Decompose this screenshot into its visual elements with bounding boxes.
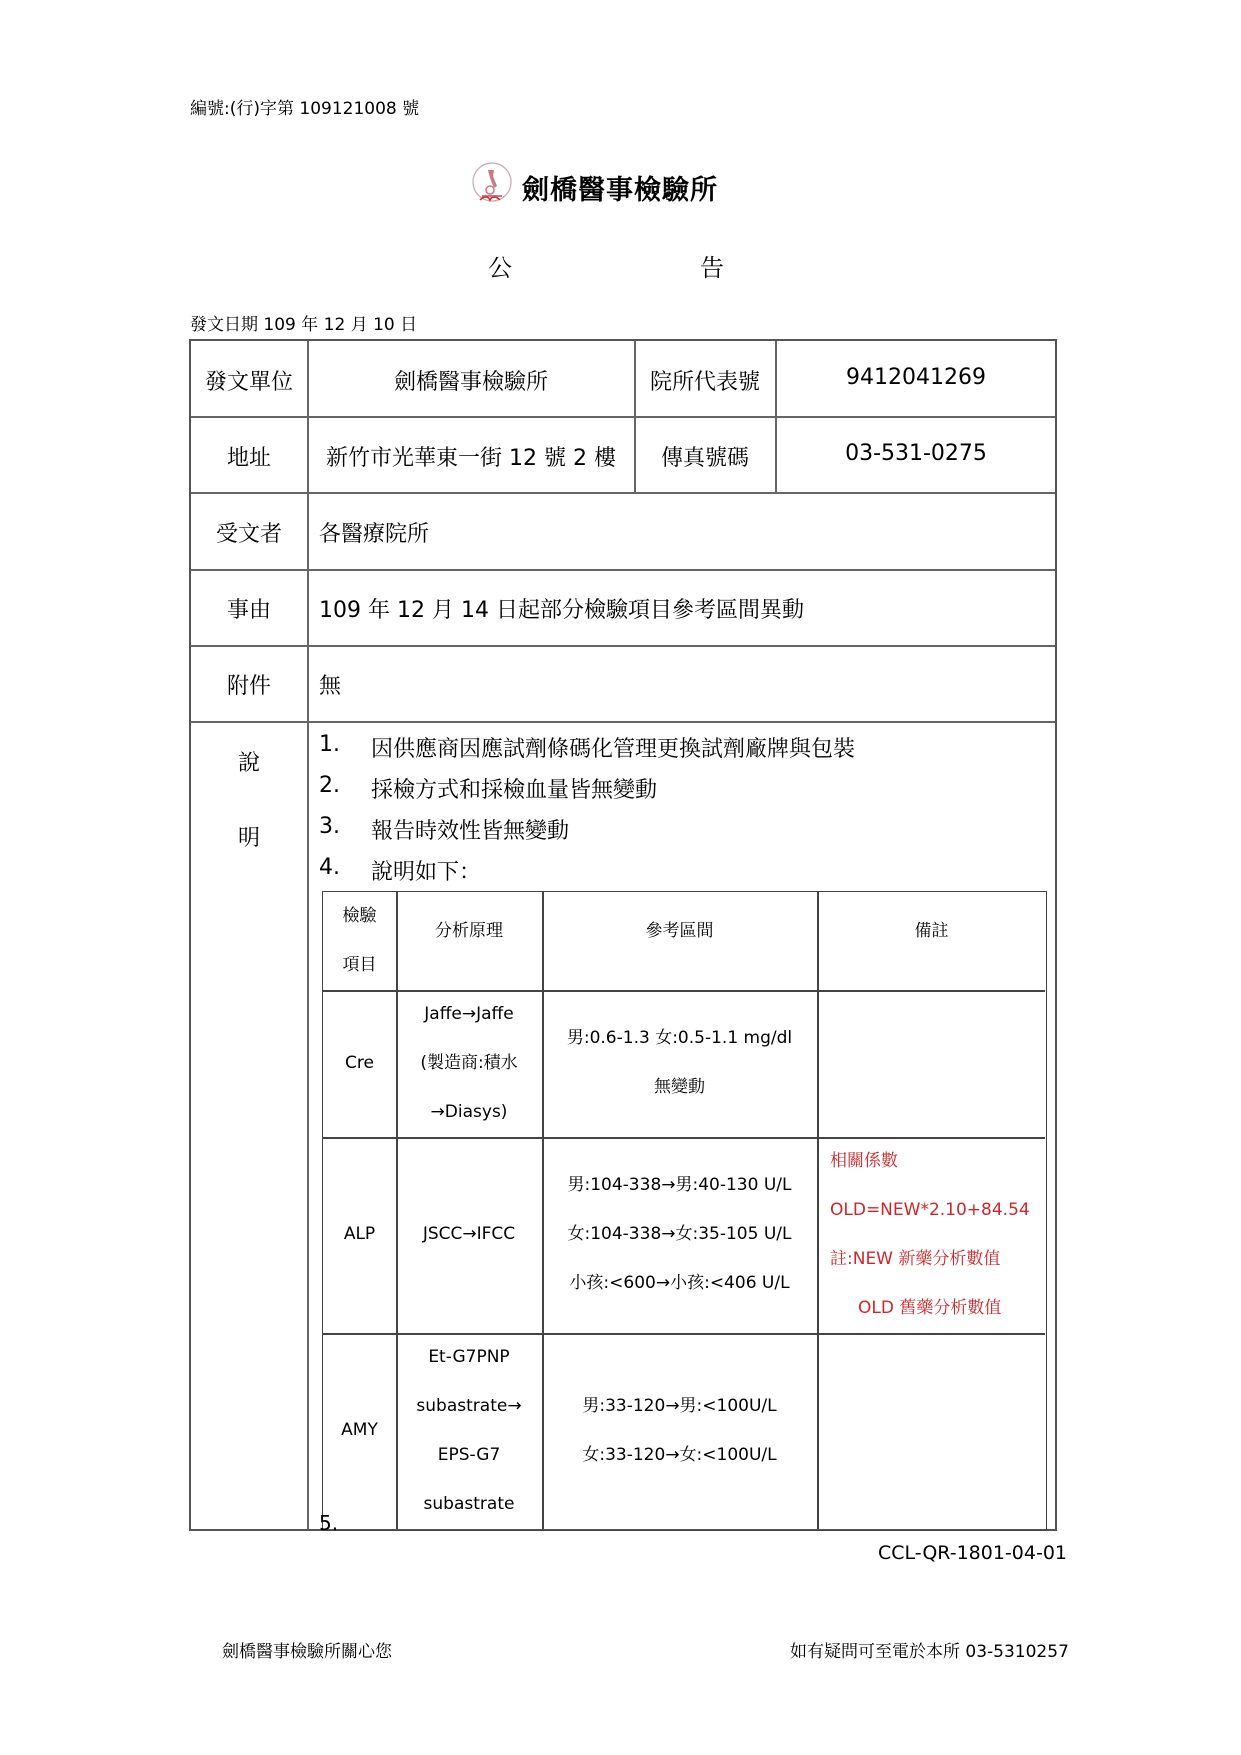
cell-method-line: Et-G7PNP	[428, 1347, 510, 1367]
announcement-form	[189, 339, 1057, 1535]
clinic-logo-text: 劍橋醫事檢驗所	[522, 175, 718, 206]
cell-note-line: 註:NEW 新藥分析數值	[830, 1249, 1001, 1269]
subject-value: 109 年 12 月 14 日起部分檢驗項目參考區間異動	[319, 598, 804, 623]
issue-date: 發文日期 109 年 12 月 10 日	[190, 315, 418, 335]
cell-range-line: 男:104-338→男:40-130 U/L	[567, 1175, 792, 1195]
list-item-text: 採檢方式和採檢血量皆無變動	[371, 778, 658, 803]
list-item-number: 3.	[319, 814, 340, 839]
form-code: CCL-QR-1801-04-01	[878, 1542, 1067, 1564]
header-item-line2: 項目	[342, 955, 377, 975]
fax-label: 傳真號碼	[660, 446, 750, 471]
attachment-label: 附件	[226, 674, 272, 699]
cell-note-line: OLD=NEW*2.10+84.54	[830, 1200, 1030, 1220]
cell-range-line: 女:104-338→女:35-105 U/L	[567, 1224, 792, 1244]
subject-label: 事由	[226, 598, 272, 623]
footer-right-text: 如有疑問可至電於本所 03-5310257	[790, 1642, 1069, 1662]
attachment-value: 無	[319, 674, 342, 699]
representative-code-value: 9412041269	[846, 365, 986, 390]
list-item-5-number: 5.	[319, 1511, 339, 1535]
notice-title-char-2: 告	[700, 254, 724, 282]
cell-method-line: Jaffe→Jaffe	[424, 1004, 514, 1024]
cell-method-line: EPS-G7	[437, 1445, 501, 1465]
clinic-logo	[468, 160, 738, 210]
explanation-label-char-2: 明	[237, 826, 261, 851]
recipient-value: 各醫療院所	[319, 522, 430, 547]
cell-range-line: 男:0.6-1.3 女:0.5-1.1 mg/dl	[566, 1028, 793, 1048]
cell-method-line: JSCC→IFCC	[422, 1224, 516, 1244]
cell-range-line: 男:33-120→男:<100U/L	[582, 1396, 777, 1416]
fax-value: 03-531-0275	[845, 441, 987, 466]
cell-item-cre: Cre	[345, 1053, 374, 1073]
list-item-text: 說明如下：	[371, 860, 482, 885]
list-item-number: 2.	[319, 773, 340, 798]
cell-note-line: OLD 舊藥分析數值	[858, 1298, 1002, 1318]
list-item-number: 4.	[319, 855, 340, 880]
cell-range-line: 女:33-120→女:<100U/L	[582, 1445, 777, 1465]
header-method: 分析原理	[435, 921, 503, 941]
list-item-text: 報告時效性皆無變動	[371, 819, 570, 844]
address-value: 新竹市光華東一街 12 號 2 樓	[326, 446, 616, 471]
issuer-value: 劍橋醫事檢驗所	[393, 370, 549, 395]
list-item-text: 因供應商因應試劑條碼化管理更換試劑廠牌與包裝	[371, 737, 856, 762]
header-range: 參考區間	[645, 921, 714, 941]
cell-method-line: →Diasys)	[430, 1102, 508, 1122]
cell-item-alp: ALP	[343, 1224, 376, 1244]
footer-left-text: 劍橋醫事檢驗所關心您	[222, 1642, 392, 1662]
issuer-label: 發文單位	[204, 370, 294, 395]
address-label: 地址	[226, 446, 272, 471]
cell-note-line: 相關係數	[830, 1151, 898, 1171]
cell-method-line: (製造商:積水	[420, 1053, 518, 1073]
notice-title-char-1: 公	[488, 254, 512, 282]
cell-method-line: subastrate	[423, 1494, 515, 1514]
document-number: 編號:(行)字第 109121008 號	[190, 99, 420, 119]
list-item-number: 1.	[319, 732, 340, 757]
header-note: 備註	[914, 921, 949, 941]
cell-range-line: 無變動	[654, 1077, 705, 1097]
reference-range-table	[322, 891, 1047, 1531]
header-item-line1: 檢驗	[342, 906, 377, 926]
explanation-label-char-1: 說	[237, 751, 261, 776]
microscope-emblem-icon	[468, 160, 516, 208]
cell-range-line: 小孩:<600→小孩:<406 U/L	[569, 1273, 790, 1293]
recipient-label: 受文者	[215, 522, 283, 547]
cell-method-line: subastrate→	[416, 1396, 522, 1416]
cell-item-amy: AMY	[341, 1420, 378, 1440]
representative-code-label: 院所代表號	[649, 370, 761, 395]
